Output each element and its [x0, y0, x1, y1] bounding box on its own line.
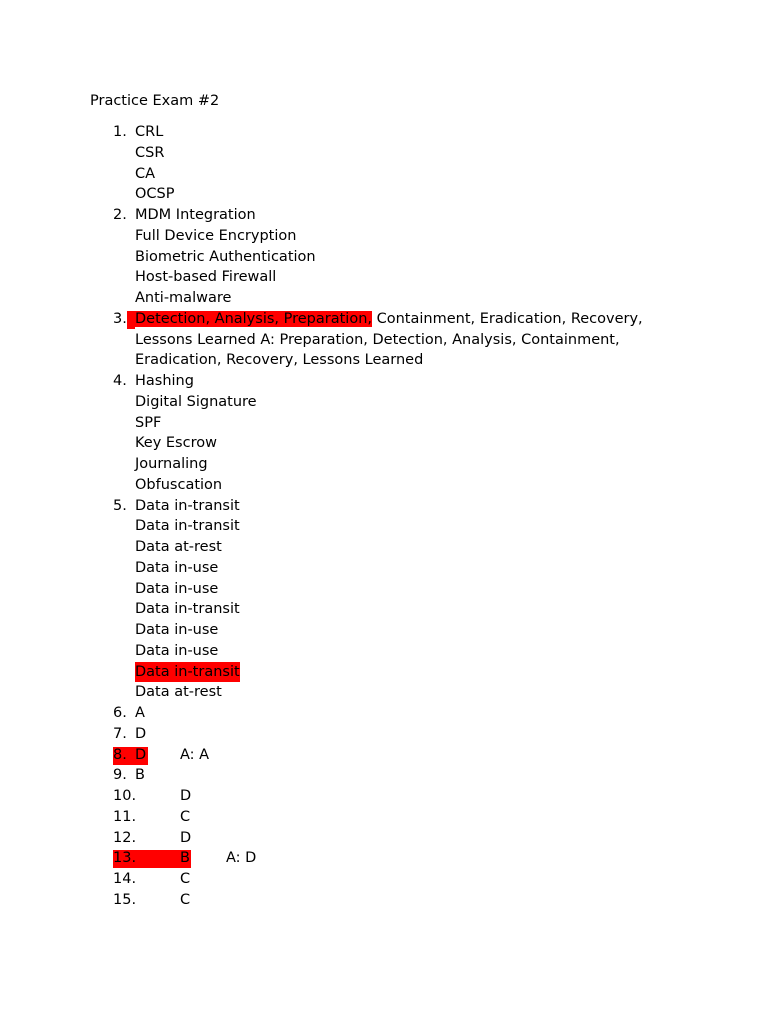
item-text: Digital Signature — [135, 393, 257, 410]
item-number: 7. — [113, 725, 127, 742]
item-text: Data in-transit — [135, 497, 240, 514]
item-number: 12. — [113, 829, 137, 846]
item-number: 4. — [113, 373, 127, 389]
item-text: OCSP — [135, 186, 175, 203]
item-text: Data in-transit — [135, 601, 240, 618]
item-text: SPF — [135, 414, 162, 431]
list-line — [0, 516, 768, 537]
item-number: 2. — [113, 207, 127, 223]
item-text: Hashing — [135, 373, 194, 389]
item-number: 6. — [113, 705, 127, 721]
item-answer: D — [135, 746, 147, 763]
list-item-9 — [0, 765, 768, 786]
item-answer: D — [135, 725, 147, 742]
list-line — [0, 330, 768, 351]
item-text: CSR — [135, 144, 165, 161]
item-text: Lessons Learned A: Preparation, Detection, Analysis, Containment, — [135, 331, 620, 348]
item-text: CA — [135, 165, 156, 182]
highlighted-text: Detection, Analysis, Preparation, — [135, 310, 372, 327]
list-line — [0, 413, 768, 434]
list-item-10 — [0, 786, 768, 807]
list-line — [0, 454, 768, 475]
list-line — [0, 641, 768, 662]
list-line — [0, 392, 768, 413]
correct-answer-note: A: D — [226, 850, 257, 867]
list-line — [0, 267, 768, 288]
list-item-8 — [0, 745, 768, 766]
item-number: 13. — [113, 850, 137, 867]
item-text: Full Device Encryption — [135, 227, 297, 244]
list-item-15 — [0, 890, 768, 911]
item-answer: C — [180, 871, 191, 887]
item-text-rest: Containment, Eradication, Recovery, — [372, 310, 643, 327]
item-text: Data in-use — [135, 642, 219, 659]
list-item-14 — [0, 869, 768, 890]
item-answer: B — [135, 767, 145, 784]
list-line — [0, 247, 768, 268]
item-text: Key Escrow — [135, 435, 217, 452]
list-line — [0, 475, 768, 496]
item-text: MDM Integration — [135, 207, 256, 223]
item-text — [135, 309, 643, 330]
item-text: Host-based Firewall — [135, 269, 277, 286]
list-line — [0, 599, 768, 620]
item-text: Data in-transit — [135, 518, 240, 535]
item-number: 8. — [113, 746, 127, 763]
page-title: Practice Exam #2 — [90, 93, 220, 109]
list-line — [0, 662, 768, 683]
item-answer: A — [135, 705, 145, 721]
item-number: 3. — [113, 310, 127, 327]
list-line — [0, 288, 768, 309]
list-line — [0, 558, 768, 579]
list-line — [0, 164, 768, 185]
item-answer: D — [180, 829, 192, 846]
list-item-2 — [0, 205, 768, 226]
item-text: Eradication, Recovery, Lessons Learned — [135, 352, 424, 369]
item-answer: D — [180, 788, 192, 804]
item-answer: C — [180, 891, 191, 908]
item-text: Data in-use — [135, 559, 219, 576]
list-item-7 — [0, 724, 768, 745]
item-number: 1. — [113, 124, 127, 140]
item-text: Journaling — [135, 456, 208, 472]
list-item-11 — [0, 807, 768, 828]
list-line — [0, 143, 768, 164]
item-text: CRL — [135, 124, 164, 140]
item-text: Data at-rest — [135, 684, 222, 701]
item-number: 11. — [113, 808, 137, 825]
item-text: Data in-use — [135, 622, 219, 638]
list-line — [0, 620, 768, 641]
list-line — [0, 350, 768, 371]
item-text: Obfuscation — [135, 476, 223, 493]
list-line — [0, 682, 768, 703]
list-line — [0, 579, 768, 600]
highlighted-text: Data in-transit — [135, 662, 240, 683]
item-number: 15. — [113, 891, 137, 908]
list-item-13 — [0, 848, 768, 869]
list-line — [0, 433, 768, 454]
list-item-6 — [0, 703, 768, 724]
list-item-1 — [0, 122, 768, 143]
list-item-5 — [0, 496, 768, 517]
list-item-12 — [0, 828, 768, 849]
item-answer: B — [180, 850, 190, 867]
list-line — [0, 184, 768, 205]
item-number: 5. — [113, 497, 127, 514]
list-line — [0, 226, 768, 247]
item-number: 14. — [113, 871, 137, 887]
item-number: 10. — [113, 788, 137, 804]
item-answer: C — [180, 808, 191, 825]
item-number: 9. — [113, 767, 127, 784]
list-line — [0, 537, 768, 558]
answer-list — [0, 122, 768, 911]
item-text: Anti-malware — [135, 290, 232, 306]
highlight-lead — [127, 311, 135, 329]
correct-answer-note: A: A — [180, 746, 210, 763]
item-text: Biometric Authentication — [135, 248, 316, 265]
item-text: Data in-use — [135, 580, 219, 597]
item-text: Data at-rest — [135, 539, 222, 555]
list-item-4 — [0, 371, 768, 392]
list-item-3 — [0, 309, 768, 330]
